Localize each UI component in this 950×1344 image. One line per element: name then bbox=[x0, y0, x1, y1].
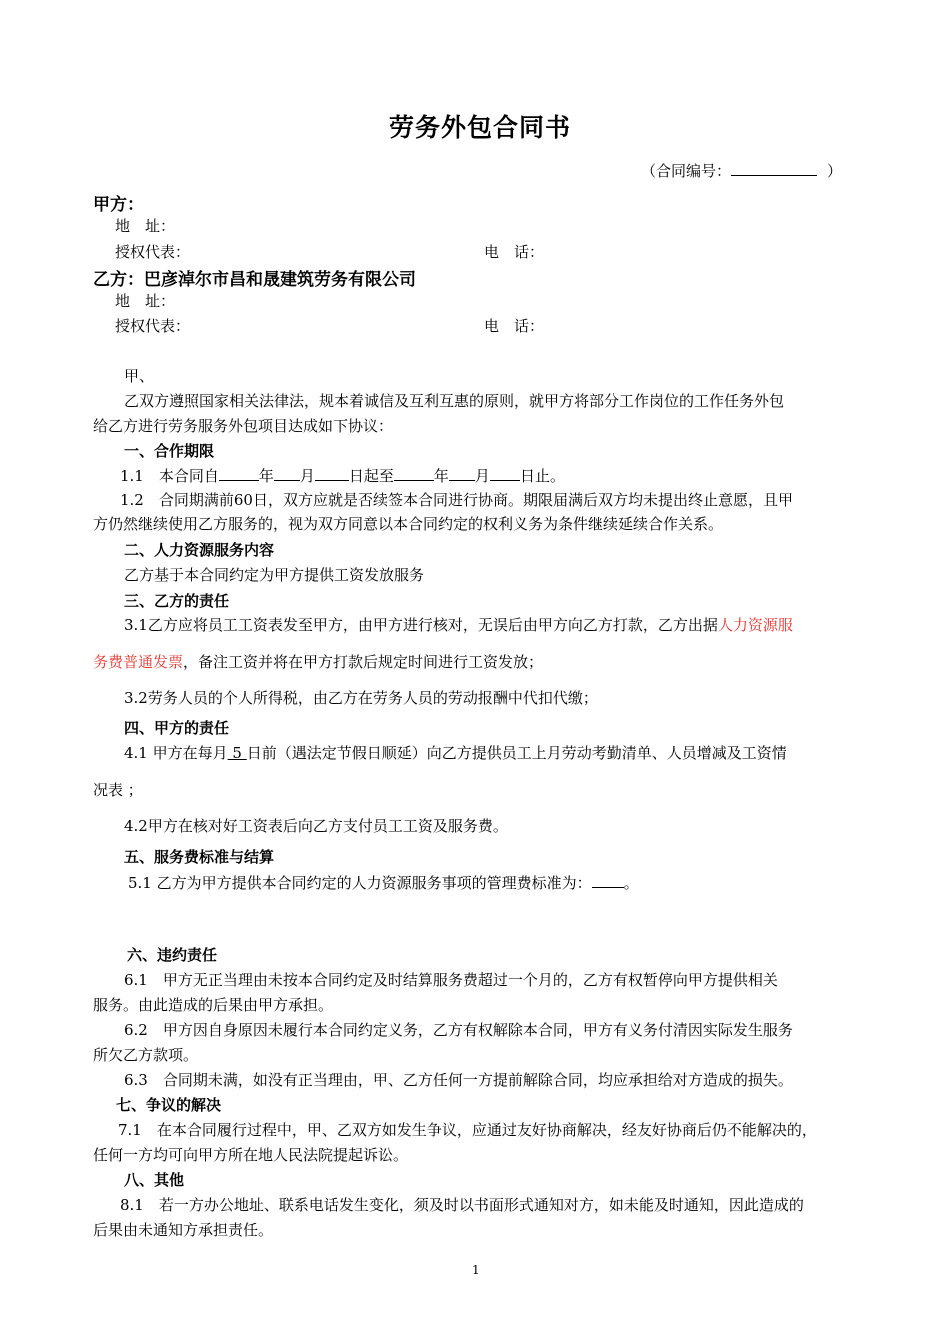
clause-6-1-line-1: 6.1 甲方无正当理由未按本合同约定及时结算服务费超过一个月的，乙方有权暂停向甲方提供相关 bbox=[124, 971, 778, 989]
clause-8-1-line-1: 8.1 若一方办公地址、联系电话发生变化，须及时以书面形式通知对方，如未能及时通知，因此造成的 bbox=[120, 1196, 804, 1214]
clause-6-1-line-2: 服务。由此造成的后果由甲方承担。 bbox=[93, 996, 334, 1014]
blank-end-month bbox=[449, 465, 475, 481]
clause-1-1-text-b: 年 bbox=[258, 467, 274, 485]
section-5-heading: 五、服务费标准与结算 bbox=[124, 848, 275, 866]
clause-5-1 bbox=[128, 872, 639, 893]
section-7-heading: 七、争议的解决 bbox=[116, 1096, 222, 1114]
intro-line-2: 给乙方进行劳务服务外包项目达成如下协议： bbox=[93, 417, 394, 435]
section-4-heading: 四、甲方的责任 bbox=[124, 719, 230, 737]
blank-start-year bbox=[219, 465, 259, 481]
clause-1-1-text-a: 1.1 本合同自 bbox=[120, 467, 219, 485]
page-number: 1 bbox=[472, 1263, 480, 1277]
clause-3-1-line-2 bbox=[93, 652, 543, 672]
clause-4-1-text-a: 4.1 甲方在每月 bbox=[124, 744, 228, 762]
section-2-body: 乙方基于本合同约定为甲方提供工资发放服务 bbox=[124, 566, 425, 584]
clause-5-1-end: 。 bbox=[623, 874, 639, 892]
party-a-label: 甲方： bbox=[93, 195, 144, 215]
section-3-heading: 三、乙方的责任 bbox=[124, 592, 230, 610]
clause-1-1-text-e: 年 bbox=[433, 467, 449, 485]
clause-1-2-line-2: 方仍然继续使用乙方服务的，视为双方同意以本合同约定的权利义务为条件继续延续合作关系。 bbox=[93, 515, 724, 533]
party-b-label: 乙方：巴彦淖尔市昌和晟建筑劳务有限公司 bbox=[93, 270, 416, 290]
party-a-phone: 电 话： bbox=[484, 243, 545, 261]
clause-1-2-line-1: 1.2 合同期满前60日，双方应就是否续签本合同进行协商。期限届满后双方均未提出终止意愿，且甲 bbox=[120, 491, 793, 509]
section-8-heading: 八、其他 bbox=[124, 1171, 185, 1189]
clause-3-1-highlight-1: 人力资源服 bbox=[717, 616, 793, 634]
clause-7-1-line-2: 任何一方均可向甲方所在地人民法院提起诉讼。 bbox=[93, 1146, 409, 1164]
clause-4-1-line-1 bbox=[124, 743, 787, 763]
clause-7-1-line-1: 7.1 在本合同履行过程中，甲、乙双方如发生争议，应通过友好协商解决，经友好协商后仍不能解决的， bbox=[118, 1121, 817, 1139]
blank-management-fee bbox=[592, 872, 624, 888]
clause-4-1-text-b: 日前（遇法定节假日顺延）向乙方提供员工上月劳动考勤清单、人员增减及工资情 bbox=[246, 744, 787, 762]
contract-number bbox=[641, 160, 842, 181]
blank-end-day bbox=[490, 465, 520, 481]
contract-number-blank bbox=[731, 160, 817, 176]
clause-3-1-text-b: ，备注工资并将在甲方打款后规定时间进行工资发放； bbox=[183, 653, 544, 671]
clause-4-1-line-2: 况表 ； bbox=[93, 781, 143, 799]
clause-3-1-line-1 bbox=[124, 615, 793, 635]
clause-1-1-text-d: 日起至 bbox=[348, 467, 394, 485]
party-b-rep: 授权代表： bbox=[115, 317, 191, 335]
clause-6-2-line-2: 所欠乙方款项。 bbox=[93, 1046, 199, 1064]
clause-3-2: 3.2劳务人员的个人所得税，由乙方在劳务人员的劳动报酬中代扣代缴； bbox=[124, 689, 598, 707]
clause-3-1-text: 3.1乙方应将员工工资表发至甲方，由甲方进行核对，无误后由甲方向乙方打款，乙方出据 bbox=[124, 616, 718, 634]
clause-1-1-text-g: 日止。 bbox=[519, 467, 565, 485]
contract-number-label: （合同编号： bbox=[641, 162, 732, 180]
clause-6-2-line-1: 6.2 甲方因自身原因未履行本合同约定义务，乙方有权解除本合同，甲方有义务付清因实际发生服务 bbox=[124, 1021, 793, 1039]
blank-start-day bbox=[315, 465, 349, 481]
clause-3-1-highlight-2: 务费普通发票 bbox=[93, 653, 184, 671]
party-b-phone: 电 话： bbox=[484, 317, 545, 335]
section-2-heading: 二、人力资源服务内容 bbox=[124, 541, 275, 559]
party-a-address: 地 址： bbox=[115, 217, 176, 235]
section-1-heading: 一、合作期限 bbox=[124, 442, 215, 460]
clause-1-1-text-f: 月 bbox=[474, 467, 490, 485]
clause-4-1-day: 5 bbox=[227, 744, 247, 762]
contract-number-close: ） bbox=[827, 162, 843, 180]
clause-1-1-text-c: 月 bbox=[299, 467, 315, 485]
intro-jia: 甲、 bbox=[124, 367, 155, 385]
intro-line-1: 乙双方遵照国家相关法律法，规本着诚信及互利互惠的原则，就甲方将部分工作岗位的工作任务外包 bbox=[124, 392, 785, 410]
clause-4-2: 4.2甲方在核对好工资表后向乙方支付员工工资及服务费。 bbox=[124, 817, 508, 835]
clause-5-1-text: 5.1 乙方为甲方提供本合同约定的人力资源服务事项的管理费标准为： bbox=[128, 874, 592, 892]
clause-6-3: 6.3 合同期未满，如没有正当理由，甲、乙方任何一方提前解除合同，均应承担给对方造成的损失。 bbox=[124, 1071, 793, 1089]
page-title: 劳务外包合同书 bbox=[389, 113, 572, 142]
section-6-heading: 六、违约责任 bbox=[127, 946, 218, 964]
clause-8-1-line-2: 后果由未通知方承担责任。 bbox=[93, 1221, 274, 1239]
blank-end-year bbox=[394, 465, 434, 481]
blank-start-month bbox=[274, 465, 300, 481]
party-b-address: 地 址： bbox=[115, 292, 176, 310]
party-a-rep: 授权代表： bbox=[115, 243, 191, 261]
clause-1-1 bbox=[120, 465, 565, 486]
